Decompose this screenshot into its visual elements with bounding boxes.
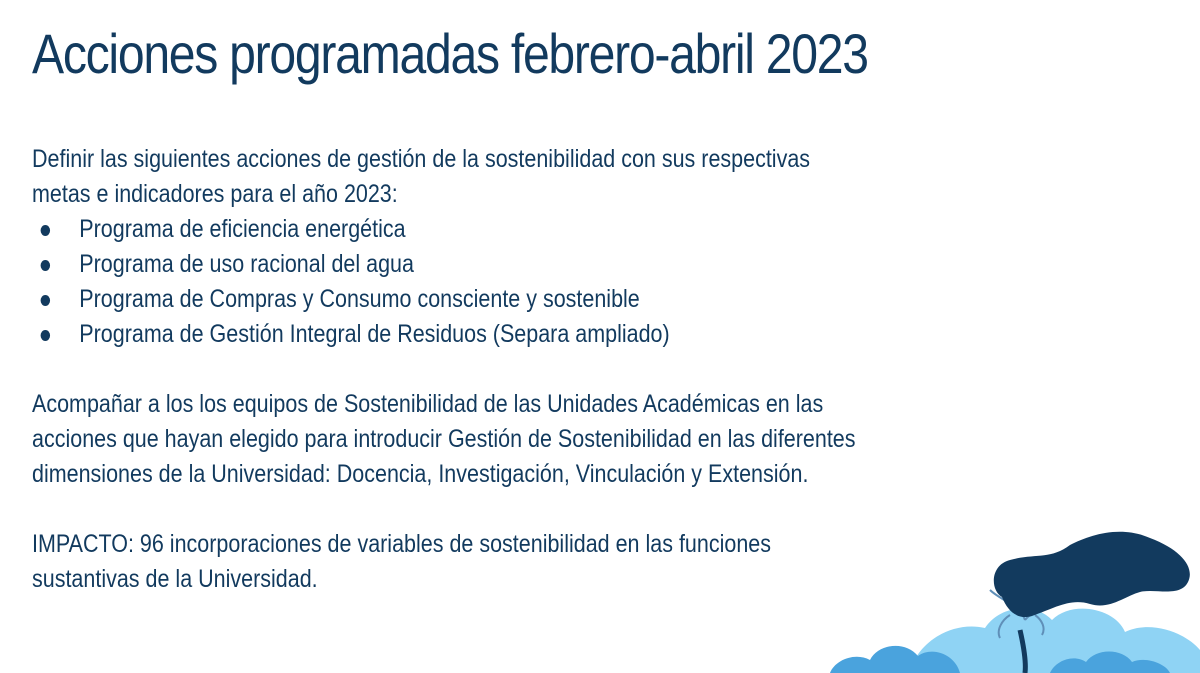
accompany-line: dimensiones de la Universidad: Docencia, Investigación, Vinculación y Extensión. (32, 460, 809, 488)
intro-paragraph (32, 142, 926, 212)
bullet-icon (41, 330, 50, 341)
program-label: Programa de eficiencia energética (79, 215, 406, 243)
slide-body (32, 142, 926, 597)
list-item (32, 282, 926, 317)
bullet-icon (41, 260, 50, 271)
impact-line: sustantivas de la Universidad. (32, 565, 318, 593)
program-label: Programa de Gestión Integral de Residuos (Separa ampliado) (79, 320, 670, 348)
accompany-paragraph (32, 387, 926, 492)
tree-cloud-illustration (820, 520, 1200, 673)
accompany-line: Acompañar a los los equipos de Sostenibilidad de las Unidades Académicas en las (32, 390, 824, 418)
intro-line: metas e indicadores para el año 2023: (32, 180, 398, 208)
list-item (32, 317, 926, 352)
impact-paragraph (32, 527, 926, 597)
impact-line: IMPACTO: 96 incorporaciones de variables de sostenibilidad en las funciones (32, 530, 771, 558)
program-list (32, 212, 926, 352)
bullet-icon (41, 225, 50, 236)
bullet-icon (41, 295, 50, 306)
program-label: Programa de Compras y Consumo consciente y sostenible (79, 285, 640, 313)
program-label: Programa de uso racional del agua (79, 250, 414, 278)
intro-line: Definir las siguientes acciones de gestión de la sostenibilidad con sus respectivas (32, 145, 811, 173)
list-item (32, 212, 926, 247)
list-item (32, 247, 926, 282)
accompany-line: acciones que hayan elegido para introducir Gestión de Sostenibilidad en las diferentes (32, 425, 856, 453)
slide-title: Acciones programadas febrero-abril 2023 (32, 22, 868, 85)
